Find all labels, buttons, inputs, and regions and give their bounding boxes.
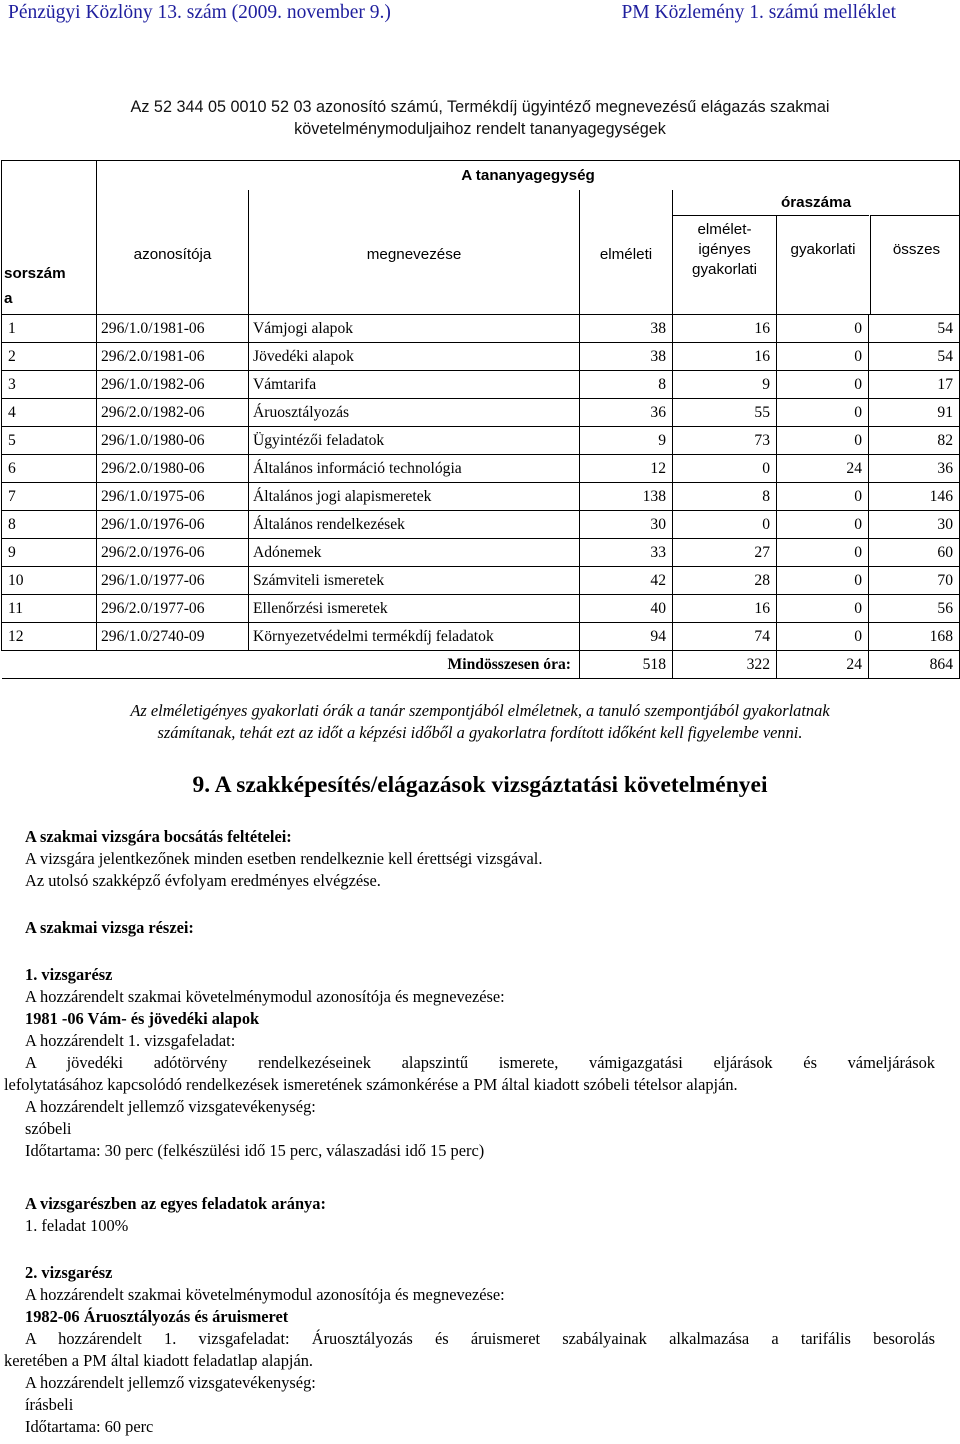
table-row — [2, 539, 960, 567]
exam1-task-line-2: lefolytatásához kapcsolódó rendelkezések ismeretének számonkérése a PM által kiadott szóbeli tételsor alapján. — [4, 1075, 738, 1094]
gyakorlati-hours: 0 — [777, 315, 869, 343]
total-label: Mindösszesen óra: — [2, 651, 580, 679]
elmeletigenyes-hours: 73 — [673, 427, 777, 455]
note-paragraph — [30, 700, 930, 744]
table-row — [2, 371, 960, 399]
row-number: 6 — [2, 455, 97, 483]
elmeleti-hours: 30 — [580, 511, 673, 539]
gyakorlati-hours: 0 — [777, 539, 869, 567]
elmeletigenyes-hours: 8 — [673, 483, 777, 511]
row-number: 4 — [2, 399, 97, 427]
header-osszes: összes — [870, 215, 960, 315]
table-row — [2, 511, 960, 539]
total-elmeleti: 518 — [580, 651, 673, 679]
header-megnevezese: megnevezése — [249, 190, 580, 315]
table-row — [2, 399, 960, 427]
osszes-hours: 54 — [869, 343, 960, 371]
header-elmeleti: elméleti — [580, 190, 673, 315]
table-row — [2, 455, 960, 483]
note-line-1: Az elméletigényes gyakorlati órák a tanár szempontjából elméletnek, a tanuló szempontjából gyakorlatnak — [130, 701, 830, 720]
unit-name: Áruosztályozás — [249, 399, 580, 427]
elmeletigenyes-hours: 0 — [673, 455, 777, 483]
exam2-module-name: 1982-06 Áruosztályozás és áruismeret — [25, 1307, 289, 1326]
unit-name: Számviteli ismeretek — [249, 567, 580, 595]
header-sorszam: sorszám a — [2, 161, 97, 315]
osszes-hours: 56 — [869, 595, 960, 623]
journal-issue: Pénzügyi Közlöny 13. szám (2009. november 9.) — [8, 2, 391, 23]
osszes-hours: 17 — [869, 371, 960, 399]
row-number: 2 — [2, 343, 97, 371]
gyakorlati-hours: 0 — [777, 371, 869, 399]
annex-label: PM Közlemény 1. számú melléklet — [621, 2, 896, 23]
conditions-block — [25, 826, 935, 892]
total-elmeletigenyes: 322 — [673, 651, 777, 679]
exam2-title: 2. vizsgarész — [25, 1263, 113, 1282]
table-row — [2, 343, 960, 371]
conditions-line-1: A vizsgára jelentkezőnek minden esetben rendelkeznie kell érettségi vizsgával. — [25, 849, 543, 868]
elmeletigenyes-hours: 16 — [673, 315, 777, 343]
curriculum-table — [1, 160, 960, 679]
elmeleti-hours: 12 — [580, 455, 673, 483]
elmeleti-hours: 9 — [580, 427, 673, 455]
row-number: 8 — [2, 511, 97, 539]
row-number: 11 — [2, 595, 97, 623]
elmeletigenyes-hours: 27 — [673, 539, 777, 567]
unit-name: Vámtarifa — [249, 371, 580, 399]
elmeletigenyes-hours: 16 — [673, 595, 777, 623]
exam2-activity: írásbeli — [25, 1395, 74, 1414]
parts-heading: A szakmai vizsga részei: — [25, 918, 194, 937]
document-title-line-2: követelménymoduljaihoz rendelt tananyagegységek — [294, 120, 666, 138]
gyakorlati-hours: 24 — [777, 455, 869, 483]
exam1-module-label: A hozzárendelt szakmai követelménymodul azonosítója és megnevezése: — [25, 987, 505, 1006]
table-row — [2, 623, 960, 651]
module-id: 296/1.0/1976-06 — [97, 511, 249, 539]
elmeletigenyes-hours: 55 — [673, 399, 777, 427]
unit-name: Vámjogi alapok — [249, 315, 580, 343]
osszes-hours: 168 — [869, 623, 960, 651]
row-number: 12 — [2, 623, 97, 651]
total-row — [2, 651, 960, 679]
osszes-hours: 91 — [869, 399, 960, 427]
unit-name: Általános rendelkezések — [249, 511, 580, 539]
row-number: 7 — [2, 483, 97, 511]
exam-part-2 — [4, 1262, 935, 1438]
elmeleti-hours: 38 — [580, 315, 673, 343]
module-id: 296/1.0/1977-06 — [97, 567, 249, 595]
elmeleti-hours: 38 — [580, 343, 673, 371]
module-id: 296/2.0/1980-06 — [97, 455, 249, 483]
elmeleti-hours: 94 — [580, 623, 673, 651]
osszes-hours: 54 — [869, 315, 960, 343]
exam1-module-name: 1981 -06 Vám- és jövedéki alapok — [25, 1009, 260, 1028]
header-oraszama — [673, 190, 960, 315]
unit-name: Ügyintézői feladatok — [249, 427, 580, 455]
module-id: 296/1.0/1980-06 — [97, 427, 249, 455]
module-id: 296/1.0/1982-06 — [97, 371, 249, 399]
exam1-title: 1. vizsgarész — [25, 965, 113, 984]
header-elmeletigenyes-gyakorlati: elmélet- igényes gyakorlati — [673, 215, 777, 315]
row-number: 9 — [2, 539, 97, 567]
exam2-module-label: A hozzárendelt szakmai követelménymodul azonosítója és megnevezése: — [25, 1285, 505, 1304]
row-number: 10 — [2, 567, 97, 595]
total-gyakorlati: 24 — [777, 651, 869, 679]
exam2-activity-label: A hozzárendelt jellemző vizsgatevékenység: — [25, 1373, 316, 1392]
header-tananyagegyseg: A tananyagegység — [97, 161, 960, 191]
module-id: 296/1.0/1981-06 — [97, 315, 249, 343]
parts-block — [25, 917, 935, 939]
table-row — [2, 567, 960, 595]
gyakorlati-hours: 0 — [777, 399, 869, 427]
unit-name: Környezetvédelmi termékdíj feladatok — [249, 623, 580, 651]
elmeletigenyes-hours: 0 — [673, 511, 777, 539]
gyakorlati-hours: 0 — [777, 595, 869, 623]
elmeleti-hours: 42 — [580, 567, 673, 595]
exam1-duration: Időtartama: 30 perc (felkészülési idő 15 perc, válaszadási idő 15 perc) — [25, 1141, 485, 1160]
elmeletigenyes-hours: 9 — [673, 371, 777, 399]
header-gyakorlati: gyakorlati — [777, 215, 869, 315]
module-id: 296/1.0/1975-06 — [97, 483, 249, 511]
module-id: 296/1.0/2740-09 — [97, 623, 249, 651]
page-header — [8, 2, 952, 28]
osszes-hours: 60 — [869, 539, 960, 567]
elmeletigenyes-hours: 16 — [673, 343, 777, 371]
header-azonositoja: azonosítója — [97, 190, 249, 315]
exam2-duration: Időtartama: 60 perc — [25, 1417, 154, 1436]
exam2-task-line-1: A hozzárendelt 1. vizsgafeladat: Áruosztályozás és áruismeret szabályainak alkalmazása a tarifális besorolás — [25, 1329, 935, 1348]
table-row — [2, 427, 960, 455]
note-line-2: számítanak, tehát ezt az időt a képzési időből a gyakorlatra fordított időként kell figyelembe venni. — [157, 723, 803, 742]
exam2-task-line-2: keretében a PM által kiadott feladatlap alapján. — [4, 1351, 314, 1370]
table-row — [2, 315, 960, 343]
unit-name: Adónemek — [249, 539, 580, 567]
module-id: 296/2.0/1977-06 — [97, 595, 249, 623]
exam1-ratio-heading: A vizsgarészben az egyes feladatok aránya: — [25, 1194, 326, 1213]
exam1-ratio-block — [25, 1193, 935, 1237]
unit-name: Általános információ technológia — [249, 455, 580, 483]
document-title-line-1: Az 52 344 05 0010 52 03 azonosító számú, Termékdíj ügyintéző megnevezésű elágazás szakmai — [130, 98, 830, 116]
conditions-line-2: Az utolsó szakképző évfolyam eredményes elvégzése. — [25, 871, 381, 890]
exam-part-1 — [4, 964, 935, 1162]
section-heading: 9. A szakképesítés/elágazások vizsgáztatási követelményei — [192, 772, 768, 798]
conditions-heading: A szakmai vizsgára bocsátás feltételei: — [25, 827, 292, 846]
elmeletigenyes-hours: 74 — [673, 623, 777, 651]
gyakorlati-hours: 0 — [777, 343, 869, 371]
elmeleti-hours: 33 — [580, 539, 673, 567]
unit-name: Ellenőrzési ismeretek — [249, 595, 580, 623]
table-row — [2, 483, 960, 511]
osszes-hours: 36 — [869, 455, 960, 483]
exam1-activity: szóbeli — [25, 1119, 72, 1138]
elmeleti-hours: 36 — [580, 399, 673, 427]
unit-name: Jövedéki alapok — [249, 343, 580, 371]
unit-name: Általános jogi alapismeretek — [249, 483, 580, 511]
gyakorlati-hours: 0 — [777, 567, 869, 595]
exam1-task-line-1: A jövedéki adótörvény rendelkezéseinek alapszintű ismerete, vámigazgatási eljárások és vámeljárások — [25, 1053, 935, 1072]
exam1-ratio: 1. feladat 100% — [25, 1216, 129, 1235]
row-number: 1 — [2, 315, 97, 343]
module-id: 296/2.0/1976-06 — [97, 539, 249, 567]
module-id: 296/2.0/1981-06 — [97, 343, 249, 371]
row-number: 3 — [2, 371, 97, 399]
document-title — [0, 96, 960, 140]
total-osszes: 864 — [869, 651, 960, 679]
osszes-hours: 70 — [869, 567, 960, 595]
gyakorlati-hours: 0 — [777, 483, 869, 511]
module-id: 296/2.0/1982-06 — [97, 399, 249, 427]
elmeleti-hours: 8 — [580, 371, 673, 399]
gyakorlati-hours: 0 — [777, 511, 869, 539]
table-row — [2, 595, 960, 623]
elmeletigenyes-hours: 28 — [673, 567, 777, 595]
exam1-activity-label: A hozzárendelt jellemző vizsgatevékenység: — [25, 1097, 316, 1116]
osszes-hours: 146 — [869, 483, 960, 511]
elmeleti-hours: 138 — [580, 483, 673, 511]
elmeleti-hours: 40 — [580, 595, 673, 623]
exam1-task-label: A hozzárendelt 1. vizsgafeladat: — [25, 1031, 236, 1050]
osszes-hours: 30 — [869, 511, 960, 539]
gyakorlati-hours: 0 — [777, 623, 869, 651]
header-oraszama-title: óraszáma — [780, 194, 852, 211]
osszes-hours: 82 — [869, 427, 960, 455]
gyakorlati-hours: 0 — [777, 427, 869, 455]
row-number: 5 — [2, 427, 97, 455]
